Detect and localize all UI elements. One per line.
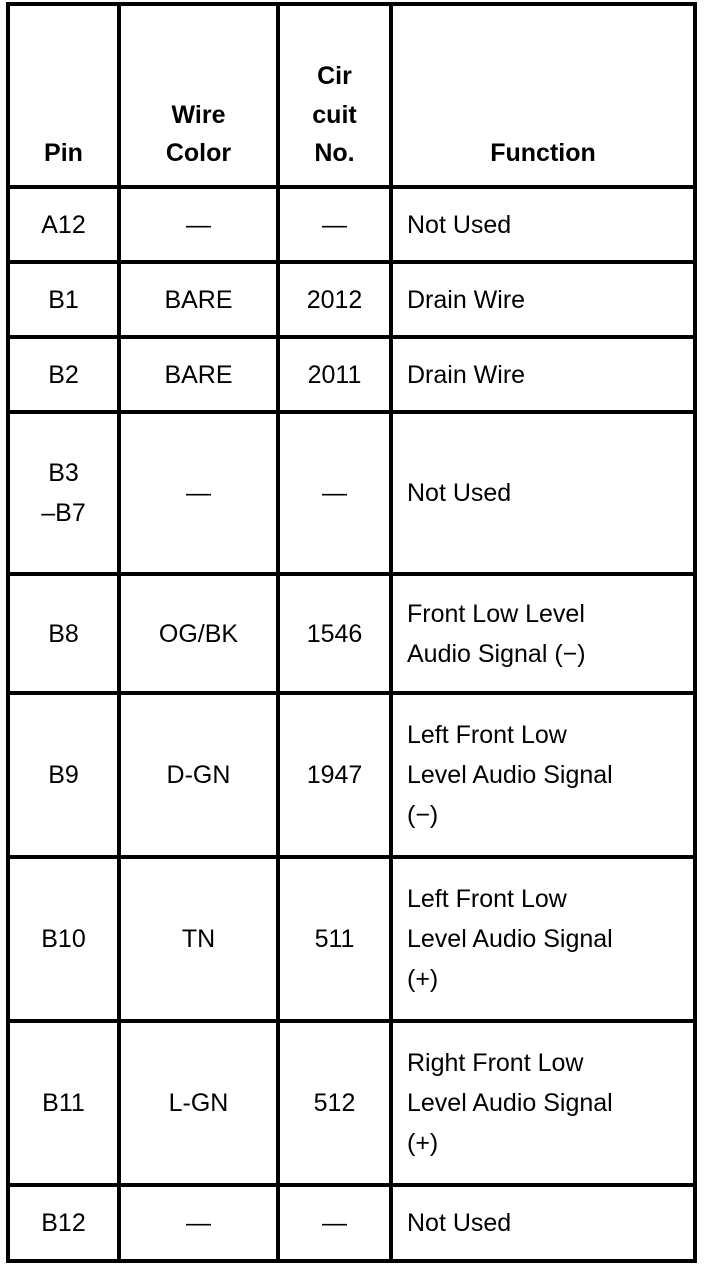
pin-cell: B12	[8, 1185, 119, 1261]
wire-color-cell: —	[119, 187, 278, 262]
pin-cell: B11	[8, 1021, 119, 1185]
function-cell: Left Front Low Level Audio Signal (−)	[391, 693, 695, 857]
circuit-no-cell: 1947	[278, 693, 391, 857]
table-row	[8, 1021, 695, 1185]
function-cell: Not Used	[391, 187, 695, 262]
circuit-no-cell: —	[278, 1185, 391, 1261]
wire-color-cell: OG/BK	[119, 574, 278, 693]
function-cell: Not Used	[391, 412, 695, 574]
pin-cell: B3 –B7	[8, 412, 119, 574]
circuit-no-cell: 2012	[278, 262, 391, 337]
wire-color-cell: —	[119, 1185, 278, 1261]
wire-color-cell: —	[119, 412, 278, 574]
function-cell: Not Used	[391, 1185, 695, 1261]
table-row	[8, 337, 695, 412]
table-row	[8, 857, 695, 1021]
function-cell: Drain Wire	[391, 337, 695, 412]
table-row	[8, 574, 695, 693]
pin-cell: B9	[8, 693, 119, 857]
table-row	[8, 187, 695, 262]
function-cell: Drain Wire	[391, 262, 695, 337]
circuit-no-cell: 511	[278, 857, 391, 1021]
circuit-no-cell: —	[278, 187, 391, 262]
table-row	[8, 1185, 695, 1261]
circuit-no-cell: 1546	[278, 574, 391, 693]
wire-color-cell: L-GN	[119, 1021, 278, 1185]
wire-color-cell: TN	[119, 857, 278, 1021]
pin-cell: B2	[8, 337, 119, 412]
pin-cell: B10	[8, 857, 119, 1021]
function-cell: Right Front Low Level Audio Signal (+)	[391, 1021, 695, 1185]
header-circuit-no: Cir cuit No.	[278, 4, 391, 187]
table-row	[8, 693, 695, 857]
wire-color-cell: BARE	[119, 262, 278, 337]
wire-color-cell: D-GN	[119, 693, 278, 857]
header-pin: Pin	[8, 4, 119, 187]
pin-cell: B8	[8, 574, 119, 693]
function-cell: Left Front Low Level Audio Signal (+)	[391, 857, 695, 1021]
circuit-no-cell: —	[278, 412, 391, 574]
pin-cell: A12	[8, 187, 119, 262]
table-row	[8, 262, 695, 337]
table-header-row	[8, 4, 695, 187]
header-function: Function	[391, 4, 695, 187]
circuit-no-cell: 2011	[278, 337, 391, 412]
function-cell: Front Low Level Audio Signal (−)	[391, 574, 695, 693]
header-wire-color: Wire Color	[119, 4, 278, 187]
circuit-no-cell: 512	[278, 1021, 391, 1185]
table-row	[8, 412, 695, 574]
connector-pin-table	[6, 2, 697, 1263]
wire-color-cell: BARE	[119, 337, 278, 412]
pin-cell: B1	[8, 262, 119, 337]
